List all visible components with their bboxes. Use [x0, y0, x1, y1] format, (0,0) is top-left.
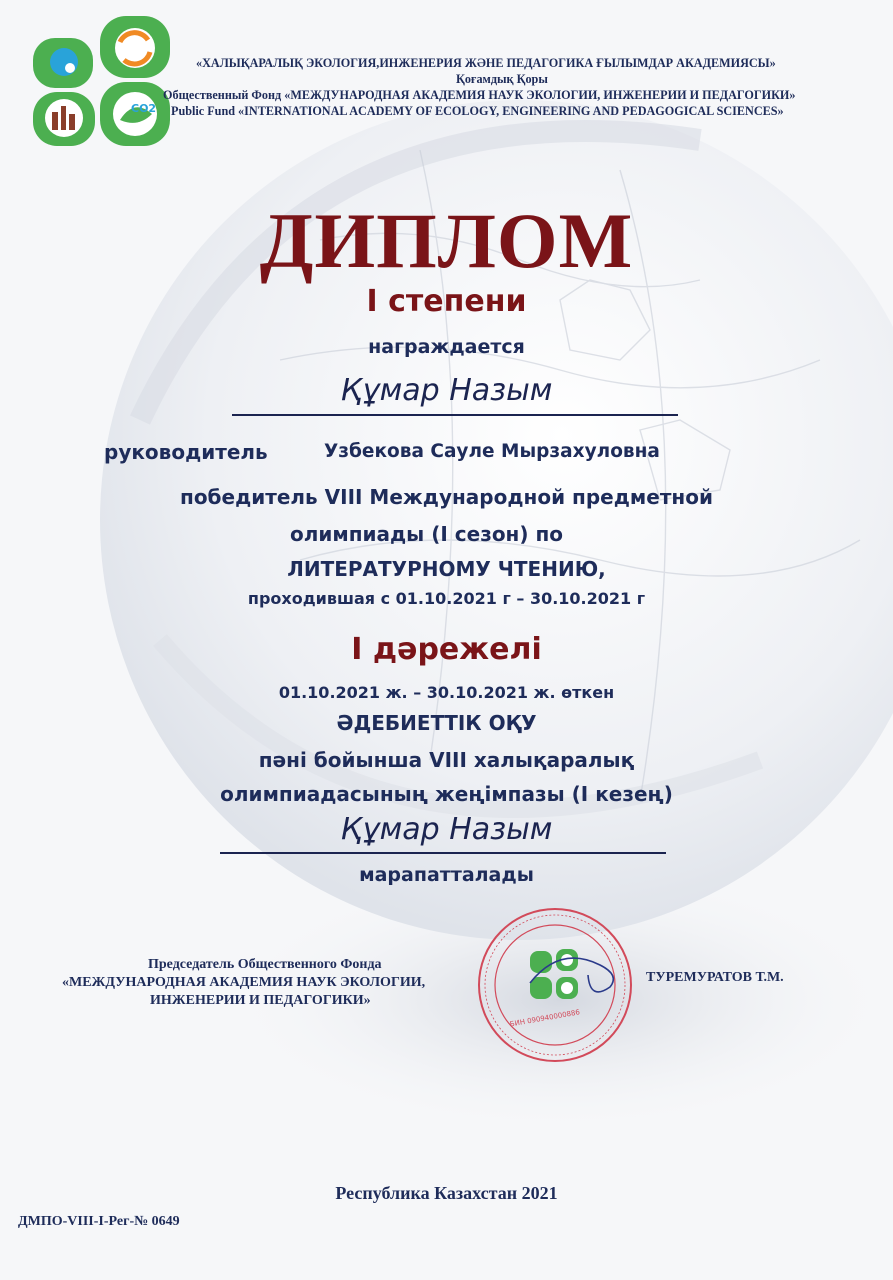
recipient-name-kz: Құмар Назым [340, 812, 553, 847]
recipient-name-ru: Құмар Назым [340, 373, 553, 408]
ru-dates: проходившая с 01.10.2021 г – 30.10.2021 г [247, 589, 646, 608]
supervisor-label: руководитель [104, 440, 268, 464]
header-ru-line: Общественный Фонд «МЕЖДУНАРОДНАЯ АКАДЕМИЯ НАУК ЭКОЛОГИИ, ИНЖЕНЕРИИ И ПЕДАГОГИКИ» [163, 88, 796, 102]
awarded-ru: награждается [368, 336, 525, 358]
ru-text-line1: победитель VIII Международной предметной [180, 485, 713, 509]
header-kz-line: «ХАЛЫҚАРАЛЫҚ ЭКОЛОГИЯ,ИНЖЕНЕРИЯ ЖӘНЕ ПЕДАГОГИКА ҒЫЛЫМДАР АКАДЕМИЯСЫ» [196, 56, 776, 70]
signatory-org-line2: ИНЖЕНЕРИИ И ПЕДАГОГИКИ» [150, 993, 371, 1008]
svg-text:CO2: CO2 [131, 102, 157, 115]
degree-ru: I степени [366, 284, 527, 319]
header-en-line: Public Fund «INTERNATIONAL ACADEMY OF ECOLOGY, ENGINEERING AND PEDAGOGICAL SCIENCES» [171, 104, 784, 118]
signatory-title: Председатель Общественного Фонда [148, 957, 382, 972]
name-underline-kz [220, 852, 666, 854]
signatory-name: ТУРЕМУРАТОВ Т.М. [646, 970, 784, 985]
svg-text:БИН 090940000886: БИН 090940000886 [509, 1008, 581, 1029]
supervisor-name: Узбекова Сауле Мырзахуловна [324, 441, 660, 462]
kz-text-line4: олимпиадасының жеңімпазы (I кезең) [220, 782, 673, 806]
kz-dates: 01.10.2021 ж. – 30.10.2021 ж. өткен [278, 683, 615, 702]
header-kz-line2: Қоғамдық Қоры [456, 72, 548, 86]
name-underline [232, 414, 678, 416]
ru-text-line2: олимпиады (I сезон) по [289, 522, 564, 546]
kz-text-line3: пәні бойынша VIII халықаралық [258, 748, 635, 772]
country-year: Республика Казахстан 2021 [335, 1183, 558, 1203]
signatory-org-line1: «МЕЖДУНАРОДНАЯ АКАДЕМИЯ НАУК ЭКОЛОГИИ, [62, 975, 426, 990]
degree-kz: I дәрежелі [351, 632, 542, 667]
diploma-title: ДИПЛОМ [259, 197, 634, 284]
awarded-kz: марапатталады [359, 864, 534, 886]
official-stamp [470, 905, 640, 1065]
registration-number: ДМПО-VIII-I-Рег-№ 0649 [18, 1214, 180, 1229]
academy-logo [28, 10, 178, 150]
ru-subject: ЛИТЕРАТУРНОМУ ЧТЕНИЮ, [287, 557, 606, 581]
kz-subject: ӘДЕБИЕТТІК ОҚУ [336, 711, 537, 735]
